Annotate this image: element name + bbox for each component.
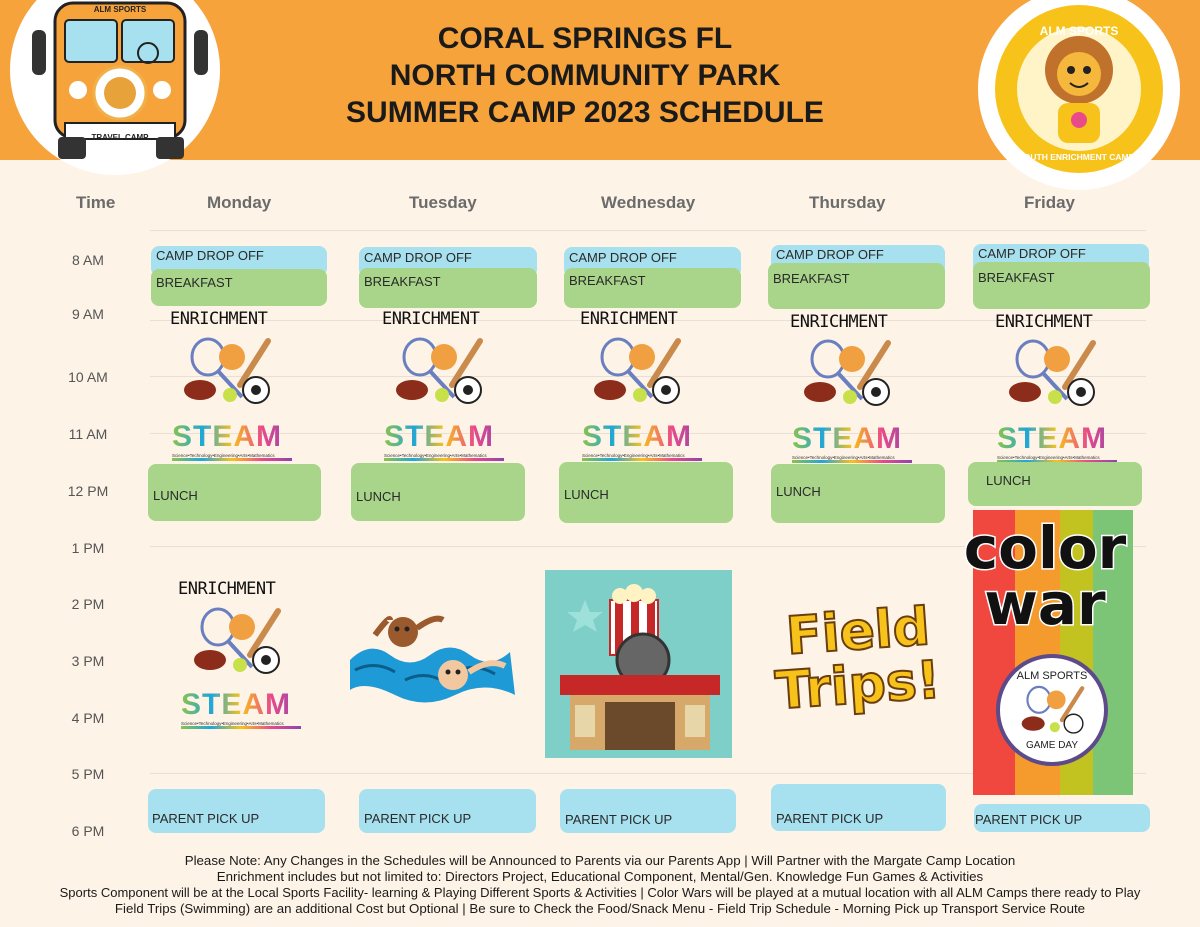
time-label: 11 AM — [68, 426, 108, 442]
enrichment-label: ENRICHMENT — [995, 312, 1093, 332]
header-tuesday: Tuesday — [409, 193, 477, 212]
header-friday: Friday — [1024, 193, 1076, 212]
color-war-line-2: war — [984, 570, 1106, 638]
field-trips-line-2: Trips! — [773, 650, 943, 722]
color-war-title — [950, 514, 1140, 638]
steam-subtitle: Science•Technology•Engineering•Arts•Mathematics — [172, 453, 275, 458]
school-bus-icon — [10, 0, 220, 175]
pickup-box: PARENT PICK UP — [974, 804, 1150, 832]
footer-note-3: Sports Component will be at the Local Sports Facility- learning & Playing Different Sports & Activities | Color Wars will be played at a mutual location with all ALM Camps there ready to Play — [59, 885, 1141, 900]
steam-logo — [582, 422, 702, 461]
badge-top-text: ALM SPORTS — [1016, 670, 1088, 682]
sports-equipment-icon — [392, 335, 487, 410]
breakfast-box: BREAKFAST — [768, 263, 945, 309]
header-thursday: Thursday — [809, 193, 886, 212]
breakfast-box: BREAKFAST — [359, 268, 537, 308]
time-label: 1 PM — [71, 540, 105, 556]
footer-note-2: Enrichment includes but not limited to: Directors Project, Educational Component, Mental/Gen. Knowledge Fun Games & Activities — [216, 869, 984, 884]
steam-bar — [181, 726, 301, 729]
title-line-2: NORTH COMMUNITY PARK — [389, 59, 781, 92]
sports-equipment-icon — [1014, 684, 1092, 738]
steam-logo — [792, 424, 912, 463]
steam-logo — [181, 690, 301, 729]
enrichment-label: ENRICHMENT — [170, 309, 268, 329]
steam-bar — [172, 458, 292, 461]
time-label: 2 PM — [71, 596, 105, 612]
steam-logo — [172, 422, 292, 461]
steam-bar — [582, 458, 702, 461]
sports-equipment-icon — [1005, 337, 1100, 412]
sports-equipment-icon — [590, 335, 685, 410]
swimming-icon — [345, 600, 520, 705]
sports-equipment-icon — [180, 335, 275, 410]
bus-logo-top-text: ALM SPORTS — [93, 5, 147, 14]
page-title — [300, 20, 870, 131]
enrichment-label: ENRICHMENT — [382, 309, 480, 329]
grid-line — [150, 230, 1146, 231]
pickup-box: PARENT PICK UP — [148, 789, 325, 833]
steam-subtitle: Science•Technology•Engineering•Arts•Mathematics — [384, 453, 487, 458]
footer-note-4: Field Trips (Swimming) are an additional Cost but Optional | Be sure to Check the Food/Snack Menu - Field Trip Schedule - Morning Pick up Transport Service Route — [114, 901, 1086, 916]
movie-theater-icon — [545, 570, 732, 758]
steam-bar — [384, 458, 504, 461]
header-wednesday: Wednesday — [601, 193, 696, 212]
steam-subtitle: Science•Technology•Engineering•Arts•Mathematics — [792, 455, 895, 460]
time-label: 3 PM — [71, 653, 105, 669]
bus-logo-bottom-text: TRAVEL CAMP — [91, 133, 149, 142]
lunch-box: LUNCH — [559, 462, 733, 523]
travel-camp-logo — [10, 0, 220, 175]
pickup-box: PARENT PICK UP — [560, 789, 736, 833]
steam-subtitle: Science•Technology•Engineering•Arts•Mathematics — [997, 455, 1100, 460]
header-time: Time — [76, 193, 116, 212]
enrichment-label: ENRICHMENT — [580, 309, 678, 329]
title-line-3: SUMMER CAMP 2023 SCHEDULE — [346, 96, 824, 129]
breakfast-box: BREAKFAST — [973, 262, 1150, 309]
steam-title: STEAM — [582, 422, 702, 452]
steam-title: STEAM — [172, 422, 292, 452]
sports-equipment-icon — [800, 337, 895, 412]
steam-logo — [384, 422, 504, 461]
game-day-badge — [996, 654, 1108, 766]
pickup-box: PARENT PICK UP — [359, 789, 536, 833]
steam-bar — [792, 460, 912, 463]
time-label: 4 PM — [71, 710, 105, 726]
steam-subtitle: Science•Technology•Engineering•Arts•Mathematics — [181, 721, 284, 726]
steam-subtitle: Science•Technology•Engineering•Arts•Mathematics — [582, 453, 685, 458]
sports-equipment-icon — [190, 605, 285, 680]
youth-enrichment-logo — [978, 0, 1180, 190]
mascot-logo-bottom-text: YOUTH ENRICHMENT CAMPS — [1018, 152, 1140, 162]
title-line-1: CORAL SPRINGS FL — [437, 22, 733, 55]
color-war-line-1: color — [963, 514, 1127, 582]
lunch-box: LUNCH — [968, 462, 1142, 506]
breakfast-box: BREAKFAST — [151, 269, 327, 306]
lunch-box: LUNCH — [351, 463, 525, 521]
steam-title: STEAM — [384, 422, 504, 452]
time-label: 8 AM — [72, 252, 104, 268]
field-trips-line-1: Field — [784, 597, 932, 667]
header-monday: Monday — [207, 193, 272, 212]
pickup-box: PARENT PICK UP — [771, 784, 946, 831]
enrichment-label: ENRICHMENT — [790, 312, 888, 332]
footer-note-1: Please Note: Any Changes in the Schedules will be Announced to Parents via our Parents App | Will Partner with the Margate Camp Location — [184, 853, 1016, 868]
time-label: 10 AM — [68, 369, 108, 385]
time-label: 5 PM — [71, 766, 105, 782]
steam-title: STEAM — [181, 690, 301, 720]
enrichment-label: ENRICHMENT — [178, 579, 276, 599]
time-label: 6 PM — [71, 823, 105, 839]
drop-off-box: CAMP DROP OFF — [564, 247, 741, 277]
field-trips-graphic — [763, 597, 953, 722]
steam-title: STEAM — [997, 424, 1117, 454]
steam-logo — [997, 424, 1117, 463]
drop-off-box: CAMP DROP OFF — [151, 246, 327, 276]
drop-off-box: CAMP DROP OFF — [359, 247, 537, 277]
lunch-box: LUNCH — [148, 464, 321, 521]
lunch-box: LUNCH — [771, 464, 945, 523]
badge-bottom-text: GAME DAY — [1025, 740, 1079, 751]
steam-title: STEAM — [792, 424, 912, 454]
drop-off-box: CAMP DROP OFF — [973, 244, 1149, 274]
breakfast-box: BREAKFAST — [564, 268, 741, 308]
time-label: 9 AM — [72, 306, 104, 322]
drop-off-box: CAMP DROP OFF — [771, 245, 945, 275]
time-label: 12 PM — [67, 483, 109, 499]
mascot-logo-top-text: ALM SPORTS — [1039, 24, 1119, 38]
